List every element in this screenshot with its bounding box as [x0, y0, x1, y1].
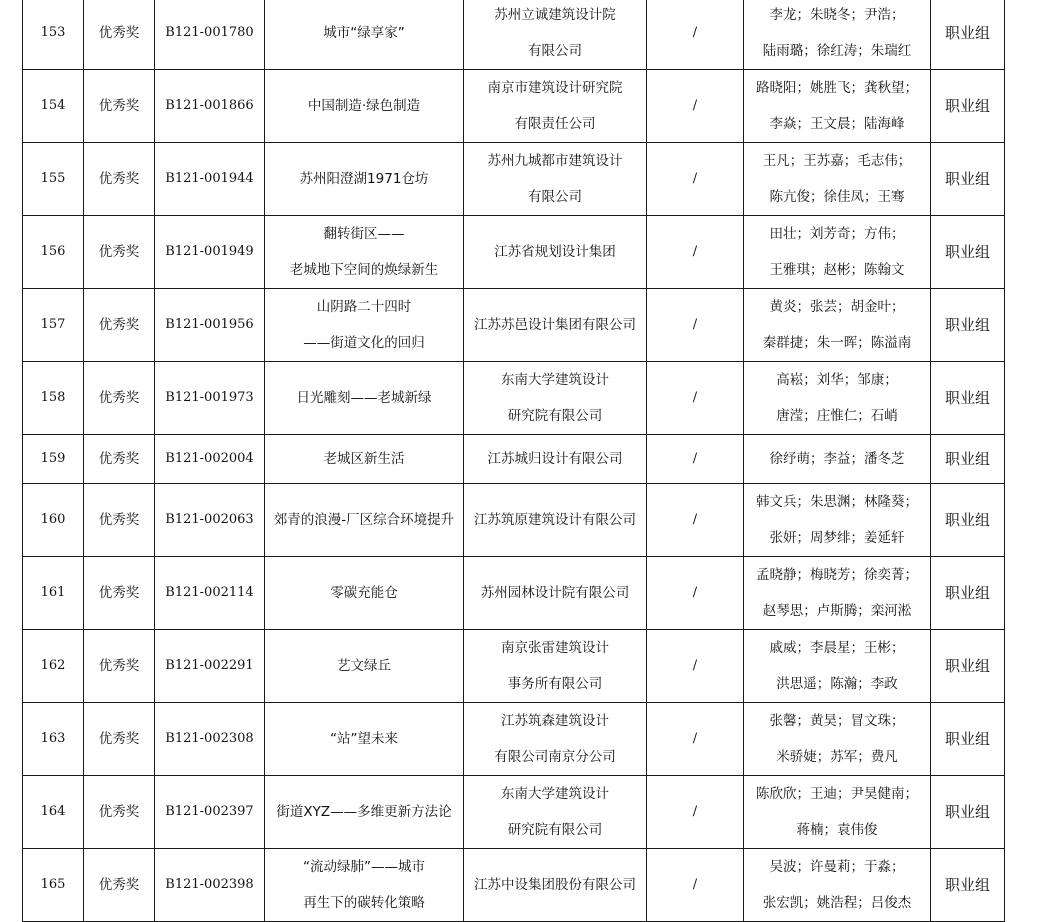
entry-code: B121-001944 — [155, 143, 265, 216]
award-level: 优秀奖 — [84, 289, 155, 362]
organization — [464, 703, 647, 776]
cell-text: 蒋楠；袁伟俊 — [796, 822, 878, 838]
cell-text: 郊青的浪漫-厂区综合环境提升 — [273, 512, 455, 528]
entry-group: 职业组 — [931, 703, 1005, 776]
award-level: 优秀奖 — [84, 0, 155, 70]
organization — [464, 776, 647, 849]
cell-text: “站”望未来 — [330, 731, 398, 747]
table-row — [23, 557, 1005, 630]
award-level: 优秀奖 — [84, 776, 155, 849]
entry-group: 职业组 — [931, 0, 1005, 70]
authors — [744, 557, 931, 630]
cell-text: 东南大学建筑设计 — [501, 372, 609, 388]
authors — [744, 0, 931, 70]
project-title — [265, 703, 464, 776]
cell-text: 江苏苏邑设计集团有限公司 — [474, 317, 636, 333]
entry-group: 职业组 — [931, 70, 1005, 143]
award-level: 优秀奖 — [84, 849, 155, 922]
cell-text: 韩文兵；朱思渊；林隆葵； — [756, 494, 918, 510]
cell-text: 李焱；王文晨；陆海峰 — [769, 116, 905, 132]
entry-code: B121-002291 — [155, 630, 265, 703]
cell-text: 苏州立诚建筑设计院 — [494, 7, 616, 23]
cell-text: 老城区新生活 — [323, 451, 405, 467]
award-level: 优秀奖 — [84, 630, 155, 703]
cell-text: 老城地下空间的焕绿新生 — [289, 262, 439, 278]
row-number: 154 — [23, 70, 84, 143]
authors — [744, 630, 931, 703]
award-level: 优秀奖 — [84, 557, 155, 630]
row-number: 153 — [23, 0, 84, 70]
project-title — [265, 0, 464, 70]
table-row — [23, 703, 1005, 776]
cell-text: 有限责任公司 — [514, 116, 596, 132]
entry-group: 职业组 — [931, 435, 1005, 484]
placeholder-cell: / — [647, 484, 744, 557]
cell-text: 南京市建筑设计研究院 — [487, 80, 623, 96]
cell-text: 零碳充能仓 — [330, 585, 398, 601]
row-number: 155 — [23, 143, 84, 216]
table-row — [23, 362, 1005, 435]
entry-code: B121-001956 — [155, 289, 265, 362]
cell-text: 李龙；朱晓冬；尹浩； — [769, 7, 905, 23]
award-table — [22, 0, 1005, 922]
cell-text: 陈欣欣；王迪；尹昊健南； — [756, 786, 918, 802]
organization — [464, 143, 647, 216]
cell-text: 洪思遥；陈瀚；李政 — [776, 676, 898, 692]
cell-text: 翻转街区—— — [323, 226, 405, 242]
organization — [464, 0, 647, 70]
entry-group: 职业组 — [931, 630, 1005, 703]
cell-text: “流动绿肺”——城市 — [303, 859, 425, 875]
entry-code: B121-002397 — [155, 776, 265, 849]
entry-group: 职业组 — [931, 289, 1005, 362]
cell-text: 徐纾萌；李益；潘冬芝 — [769, 451, 905, 467]
cell-text: 南京张雷建筑设计 — [501, 640, 609, 656]
authors — [744, 435, 931, 484]
cell-text: 中国制造·绿色制造 — [307, 98, 421, 114]
entry-group: 职业组 — [931, 216, 1005, 289]
placeholder-cell: / — [647, 776, 744, 849]
project-title — [265, 216, 464, 289]
cell-text: 田壮；刘芳奇；方伟； — [769, 226, 905, 242]
award-level: 优秀奖 — [84, 216, 155, 289]
cell-text: 街道XYZ——多维更新方法论 — [276, 804, 452, 820]
organization — [464, 630, 647, 703]
cell-text: 秦群捷；朱一晖；陈溢南 — [762, 335, 912, 351]
row-number: 159 — [23, 435, 84, 484]
placeholder-cell: / — [647, 557, 744, 630]
project-title — [265, 630, 464, 703]
cell-text: 日光雕刻——老城新绿 — [296, 390, 432, 406]
placeholder-cell: / — [647, 0, 744, 70]
cell-text: 唐滢；庄惟仁；石峭 — [776, 408, 898, 424]
cell-text: 陈亢俊；徐佳凤；王骞 — [769, 189, 905, 205]
authors — [744, 776, 931, 849]
entry-group: 职业组 — [931, 849, 1005, 922]
placeholder-cell: / — [647, 289, 744, 362]
cell-text: 孟晓静；梅晓芳；徐奕菁； — [756, 567, 918, 583]
placeholder-cell: / — [647, 70, 744, 143]
row-number: 160 — [23, 484, 84, 557]
cell-text: 艺文绿丘 — [337, 658, 391, 674]
award-level: 优秀奖 — [84, 70, 155, 143]
entry-code: B121-001780 — [155, 0, 265, 70]
entry-code: B121-002063 — [155, 484, 265, 557]
row-number: 162 — [23, 630, 84, 703]
cell-text: 路晓阳；姚胜飞；龚秋望； — [756, 80, 918, 96]
authors — [744, 216, 931, 289]
project-title — [265, 484, 464, 557]
authors — [744, 289, 931, 362]
cell-text: 有限公司 — [528, 43, 582, 59]
cell-text: 张宏凯；姚浩程；吕俊杰 — [762, 895, 912, 911]
cell-text: 有限公司 — [528, 189, 582, 205]
organization — [464, 557, 647, 630]
table-row — [23, 435, 1005, 484]
placeholder-cell: / — [647, 435, 744, 484]
cell-text: 黄炎；张芸；胡金叶； — [769, 299, 905, 315]
row-number: 163 — [23, 703, 84, 776]
cell-text: 赵琴思；卢斯腾；栾河淞 — [762, 603, 912, 619]
award-level: 优秀奖 — [84, 143, 155, 216]
cell-text: 苏州九城都市建筑设计 — [487, 153, 623, 169]
cell-text: ——街道文化的回归 — [303, 335, 425, 351]
project-title — [265, 557, 464, 630]
cell-text: 张馨；黄昊；冒文珠； — [769, 713, 905, 729]
entry-group: 职业组 — [931, 362, 1005, 435]
cell-text: 高崧；刘华；邹康； — [776, 372, 898, 388]
award-level: 优秀奖 — [84, 484, 155, 557]
award-level: 优秀奖 — [84, 703, 155, 776]
organization — [464, 362, 647, 435]
award-table-body — [23, 0, 1005, 922]
row-number: 157 — [23, 289, 84, 362]
entry-group: 职业组 — [931, 776, 1005, 849]
row-number: 164 — [23, 776, 84, 849]
entry-code: B121-002004 — [155, 435, 265, 484]
authors — [744, 362, 931, 435]
cell-text: 再生下的碳转化策略 — [303, 895, 425, 911]
organization — [464, 484, 647, 557]
table-row — [23, 484, 1005, 557]
authors — [744, 484, 931, 557]
cell-text: 江苏省规划设计集团 — [494, 244, 616, 260]
organization — [464, 435, 647, 484]
table-row — [23, 143, 1005, 216]
entry-code: B121-002398 — [155, 849, 265, 922]
placeholder-cell: / — [647, 703, 744, 776]
placeholder-cell: / — [647, 630, 744, 703]
entry-code: B121-002308 — [155, 703, 265, 776]
cell-text: 研究院有限公司 — [507, 408, 603, 424]
organization — [464, 849, 647, 922]
entry-code: B121-001866 — [155, 70, 265, 143]
project-title — [265, 70, 464, 143]
project-title — [265, 849, 464, 922]
project-title — [265, 362, 464, 435]
placeholder-cell: / — [647, 849, 744, 922]
row-number: 158 — [23, 362, 84, 435]
award-level: 优秀奖 — [84, 435, 155, 484]
table-row — [23, 630, 1005, 703]
cell-text: 东南大学建筑设计 — [501, 786, 609, 802]
placeholder-cell: / — [647, 143, 744, 216]
row-number: 165 — [23, 849, 84, 922]
project-title — [265, 435, 464, 484]
table-row — [23, 70, 1005, 143]
cell-text: 苏州园林设计院有限公司 — [480, 585, 630, 601]
table-row — [23, 216, 1005, 289]
cell-text: 江苏城归设计有限公司 — [487, 451, 623, 467]
organization — [464, 216, 647, 289]
cell-text: 江苏中设集团股份有限公司 — [474, 877, 636, 893]
table-row — [23, 849, 1005, 922]
entry-group: 职业组 — [931, 557, 1005, 630]
cell-text: 王雅琪；赵彬；陈翰文 — [769, 262, 905, 278]
table-row — [23, 0, 1005, 70]
cell-text: 江苏筑原建筑设计有限公司 — [474, 512, 636, 528]
entry-group: 职业组 — [931, 484, 1005, 557]
cell-text: 吴波；许曼莉；于淼； — [769, 859, 905, 875]
row-number: 156 — [23, 216, 84, 289]
project-title — [265, 289, 464, 362]
entry-code: B121-002114 — [155, 557, 265, 630]
cell-text: 江苏筑森建筑设计 — [501, 713, 609, 729]
cell-text: 张妍；周梦绯；姜延轩 — [769, 530, 905, 546]
cell-text: 有限公司南京分公司 — [494, 749, 616, 765]
cell-text: 事务所有限公司 — [507, 676, 603, 692]
award-level: 优秀奖 — [84, 362, 155, 435]
cell-text: 戚威；李晨星；王彬； — [769, 640, 905, 656]
entry-code: B121-001949 — [155, 216, 265, 289]
entry-code: B121-001973 — [155, 362, 265, 435]
authors — [744, 70, 931, 143]
entry-group: 职业组 — [931, 143, 1005, 216]
organization — [464, 70, 647, 143]
cell-text: 城市“绿享家” — [323, 25, 405, 41]
authors — [744, 703, 931, 776]
cell-text: 王凡；王苏嘉；毛志伟； — [762, 153, 912, 169]
organization — [464, 289, 647, 362]
table-row — [23, 289, 1005, 362]
authors — [744, 143, 931, 216]
cell-text: 米骄婕；苏军；费凡 — [776, 749, 898, 765]
project-title — [265, 776, 464, 849]
placeholder-cell: / — [647, 362, 744, 435]
row-number: 161 — [23, 557, 84, 630]
authors — [744, 849, 931, 922]
cell-text: 山阴路二十四时 — [316, 299, 412, 315]
cell-text: 苏州阳澄湖1971仓坊 — [299, 171, 429, 187]
placeholder-cell: / — [647, 216, 744, 289]
cell-text: 研究院有限公司 — [507, 822, 603, 838]
project-title — [265, 143, 464, 216]
award-table-wrapper — [22, 0, 1005, 922]
cell-text: 陆雨璐；徐红涛；朱瑞红 — [762, 43, 912, 59]
table-row — [23, 776, 1005, 849]
